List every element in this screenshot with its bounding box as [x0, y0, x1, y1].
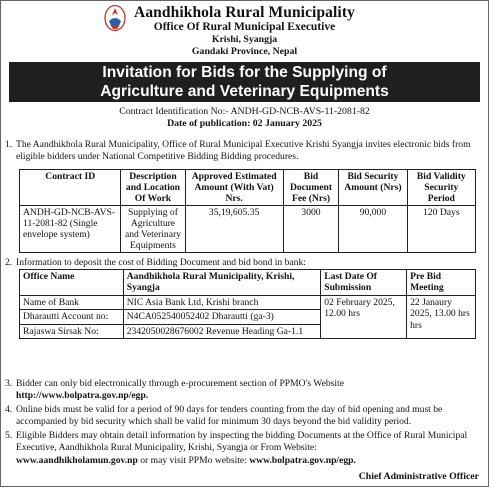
table-header-row: [20, 170, 476, 206]
table-cell: 120 Days: [407, 206, 475, 253]
office-name: Office Of Rural Municipal Executive: [153, 21, 336, 33]
office-name-value: Aandhikhola Rural Municipality, Krishi, Syangja: [123, 270, 321, 296]
paragraph-4: [5, 404, 483, 429]
banner-line-2: Agriculture and Veterinary Equipments: [100, 83, 389, 100]
organization-name: Aandhikhola Rural Municipality: [134, 4, 355, 21]
bank-info-table: [19, 269, 476, 339]
paragraph-2: [5, 257, 483, 269]
publication-date: Date of publication: 02 January 2025: [167, 118, 322, 129]
paragraph-1: [5, 139, 483, 164]
title-banner: [9, 62, 480, 102]
table-header: Bid Validity Security Period: [407, 170, 475, 206]
dharautti-label: Dharautti Account no:: [20, 310, 124, 324]
last-date-label: Last Date Of Submission: [321, 270, 407, 296]
table-cell: ANDH-GD-NCB-AVS-11-2081-82 (Single envelope system): [20, 206, 121, 253]
table-header: Contract ID: [20, 170, 121, 206]
paragraph-5: [5, 430, 483, 467]
signatory-title: Chief Administrative Officer: [358, 471, 479, 482]
paragraph-number: 3.: [5, 378, 13, 389]
pre-bid-label: Pre Bid Meeting: [407, 270, 476, 296]
table-row: [20, 206, 476, 253]
dharautti-value: N4CA052540052402 Dharautti (ga-3): [123, 310, 321, 324]
paragraph-number: 1.: [5, 139, 13, 150]
ppmo-website-link[interactable]: www.bolpatra.gov.np/egp.: [249, 454, 356, 466]
rajaswa-label: Rajaswa Sirsak No:: [20, 324, 124, 338]
last-date-value: 02 February 2025, 12.00 hrs: [321, 295, 407, 338]
table-cell: 3000: [283, 206, 339, 253]
paragraph-text: Eligible Bidders may obtain detail information by inspecting the bidding Documents at the Office of Rural Municipal Executive, Aandhikhola Rural Municipality, Krishi, Syangja or From Website:: [16, 430, 468, 454]
bank-label: Name of Bank: [20, 295, 124, 309]
table-cell: 35,19,605.35: [185, 206, 283, 253]
paragraph-text: The Aandhikhola Rural Municipality, Office of Rural Municipal Executive Krishi Syangja invites electronic bids from eligible bidders under National Competitive Bidding Bidding procedures.: [16, 139, 471, 163]
paragraph-number: 2.: [5, 257, 13, 268]
municipality-website-link[interactable]: www.aandhikholamun.gov.np: [16, 454, 138, 466]
paragraph-text: Information to deposit the cost of Bidding Document and bid bond in bank:: [16, 257, 306, 268]
office-name-label: Office Name: [20, 270, 124, 296]
table-header: Approved Estimated Amount (With Vat) Nrs.: [185, 170, 283, 206]
table-header: Bid Security Amount (Nrs): [339, 170, 407, 206]
contract-identification: Contract Identification No:- ANDH-GD-NCB-AVS-11-2081-82: [119, 106, 370, 117]
table-cell: 90,000: [339, 206, 407, 253]
table-row: [20, 270, 476, 296]
bolpatra-link[interactable]: http://www.bolpatra.gov.np/egp.: [16, 390, 149, 402]
table-cell: Supplying of Agriculture and Veterinary Equipments: [121, 206, 185, 253]
address-line-1: Krishi, Syangja: [211, 34, 278, 45]
rajaswa-value: 2342050028676002 Revenue Heading Ga-1.1: [123, 324, 321, 338]
paragraph-number: 5.: [5, 430, 13, 441]
paragraph-text: Online bids must be valid for a period of 90 days for tenders counting from the day of bid opening and must be accompanied by bid security which shall be valid for minimum 30 days beyond the bid validity period.: [16, 404, 443, 428]
table-row: [20, 295, 476, 309]
banner-line-1: Invitation for Bids for the Supplying of: [102, 64, 387, 81]
contract-table: [19, 169, 476, 253]
organization-header: [0, 4, 489, 57]
pre-bid-value: 22 Janaury 2025, 13.00 hrs hrs: [407, 295, 476, 338]
address-line-2: Gandaki Province, Nepal: [191, 45, 298, 57]
paragraph-text: Bidder can only bid electronically through e-procurement section of PPMO's Website: [16, 378, 344, 389]
table-header: Bid Document Fee (Nrs): [283, 170, 339, 206]
paragraph-text-mid: or may visit PPMo website:: [137, 454, 250, 466]
table-header: Description and Location Of Work: [121, 170, 185, 206]
paragraph-number: 4.: [5, 404, 13, 415]
bank-value: NIC Asia Bank Ltd, Krishi branch: [123, 295, 321, 309]
paragraph-3: [5, 378, 483, 403]
